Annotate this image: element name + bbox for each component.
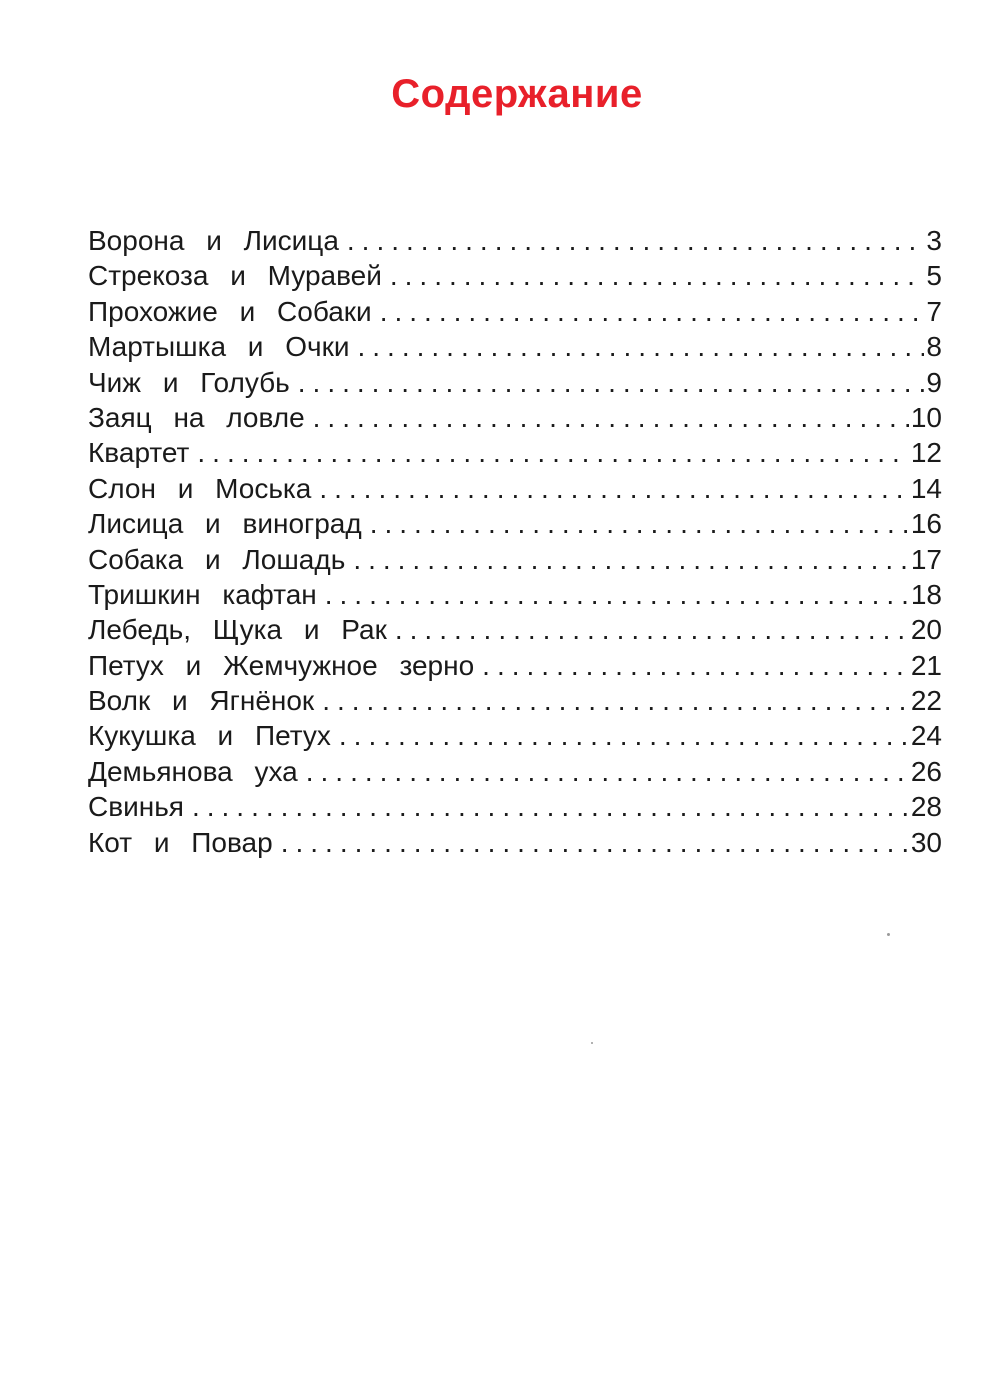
table-of-contents bbox=[88, 225, 942, 862]
toc-entry bbox=[88, 225, 942, 260]
toc-entry-title: Ворона и Лисица bbox=[88, 225, 339, 256]
toc-entry-title: Волк и Ягнёнок bbox=[88, 685, 315, 717]
toc-entry bbox=[88, 650, 942, 685]
toc-entry-title: Квартет bbox=[88, 437, 190, 469]
toc-entry-page: 18 bbox=[910, 578, 942, 610]
toc-entry-page: 30 bbox=[910, 826, 942, 858]
scan-speck bbox=[591, 1042, 593, 1044]
toc-entry-title: Петух и Жемчужное зерно bbox=[88, 649, 475, 681]
toc-entry bbox=[88, 260, 942, 295]
toc-entry-title: Кот и Повар bbox=[88, 826, 273, 858]
toc-entry-page: 8 bbox=[926, 331, 942, 363]
toc-entry bbox=[88, 720, 942, 755]
toc-entry bbox=[88, 579, 942, 614]
toc-leader-dots bbox=[322, 685, 909, 717]
toc-entry bbox=[88, 473, 942, 508]
toc-leader-dots bbox=[380, 296, 925, 328]
toc-entry-page: 3 bbox=[926, 225, 942, 256]
toc-leader-dots bbox=[353, 544, 909, 576]
toc-leader-dots bbox=[319, 473, 909, 505]
toc-entry-title: Лисица и виноград bbox=[88, 508, 362, 540]
toc-entry bbox=[88, 437, 942, 472]
toc-entry-title: Демьянова уха bbox=[88, 755, 298, 787]
toc-entry bbox=[88, 756, 942, 791]
toc-leader-dots bbox=[339, 720, 909, 752]
toc-entry bbox=[88, 367, 942, 402]
toc-entry-title: Собака и Лошадь bbox=[88, 543, 346, 575]
toc-leader-dots bbox=[313, 402, 909, 434]
toc-leader-dots bbox=[370, 508, 909, 540]
toc-entry bbox=[88, 331, 942, 366]
toc-leader-dots bbox=[390, 260, 925, 292]
toc-entry-page: 17 bbox=[910, 543, 942, 575]
toc-entry bbox=[88, 296, 942, 331]
toc-entry-title: Тришкин кафтан bbox=[88, 578, 317, 610]
toc-entry-page: 5 bbox=[926, 260, 942, 292]
toc-leader-dots bbox=[482, 650, 909, 682]
toc-leader-dots bbox=[325, 579, 909, 611]
toc-entry-title: Прохожие и Собаки bbox=[88, 295, 372, 327]
toc-leader-dots bbox=[298, 367, 925, 399]
toc-entry bbox=[88, 791, 942, 826]
toc-entry-page: 24 bbox=[910, 720, 942, 752]
toc-entry-page: 10 bbox=[910, 401, 942, 433]
toc-entry-title: Слон и Моська bbox=[88, 472, 312, 504]
toc-entry bbox=[88, 614, 942, 649]
toc-leader-dots bbox=[197, 437, 908, 469]
toc-entry-page: 9 bbox=[926, 366, 942, 398]
toc-entry-page: 28 bbox=[910, 791, 942, 823]
toc-entry-title: Стрекоза и Муравей bbox=[88, 260, 382, 292]
toc-leader-dots bbox=[347, 225, 925, 257]
toc-entry bbox=[88, 685, 942, 720]
scan-speck bbox=[887, 933, 890, 936]
toc-entry-page: 20 bbox=[910, 614, 942, 646]
toc-entry-page: 12 bbox=[910, 437, 942, 469]
toc-entry bbox=[88, 402, 942, 437]
toc-leader-dots bbox=[357, 331, 924, 363]
toc-leader-dots bbox=[281, 827, 909, 859]
toc-entry-title: Заяц на ловле bbox=[88, 401, 305, 433]
toc-entry-title: Лебедь, Щука и Рак bbox=[88, 614, 387, 646]
toc-leader-dots bbox=[395, 614, 909, 646]
toc-entry-page: 22 bbox=[910, 685, 942, 717]
toc-leader-dots bbox=[192, 791, 909, 823]
toc-entry-title: Кукушка и Петух bbox=[88, 720, 331, 752]
toc-entry-title: Свинья bbox=[88, 791, 184, 823]
toc-entry-title: Мартышка и Очки bbox=[88, 331, 350, 363]
toc-entry-page: 14 bbox=[910, 472, 942, 504]
toc-leader-dots bbox=[306, 756, 909, 788]
toc-entry-page: 7 bbox=[926, 295, 942, 327]
toc-entry bbox=[88, 544, 942, 579]
toc-entry bbox=[88, 508, 942, 543]
toc-entry-page: 21 bbox=[910, 649, 942, 681]
page-title: Содержание bbox=[391, 72, 643, 116]
toc-entry-page: 26 bbox=[910, 755, 942, 787]
toc-entry-page: 16 bbox=[910, 508, 942, 540]
toc-entry bbox=[88, 827, 942, 862]
toc-entry-title: Чиж и Голубь bbox=[88, 366, 290, 398]
